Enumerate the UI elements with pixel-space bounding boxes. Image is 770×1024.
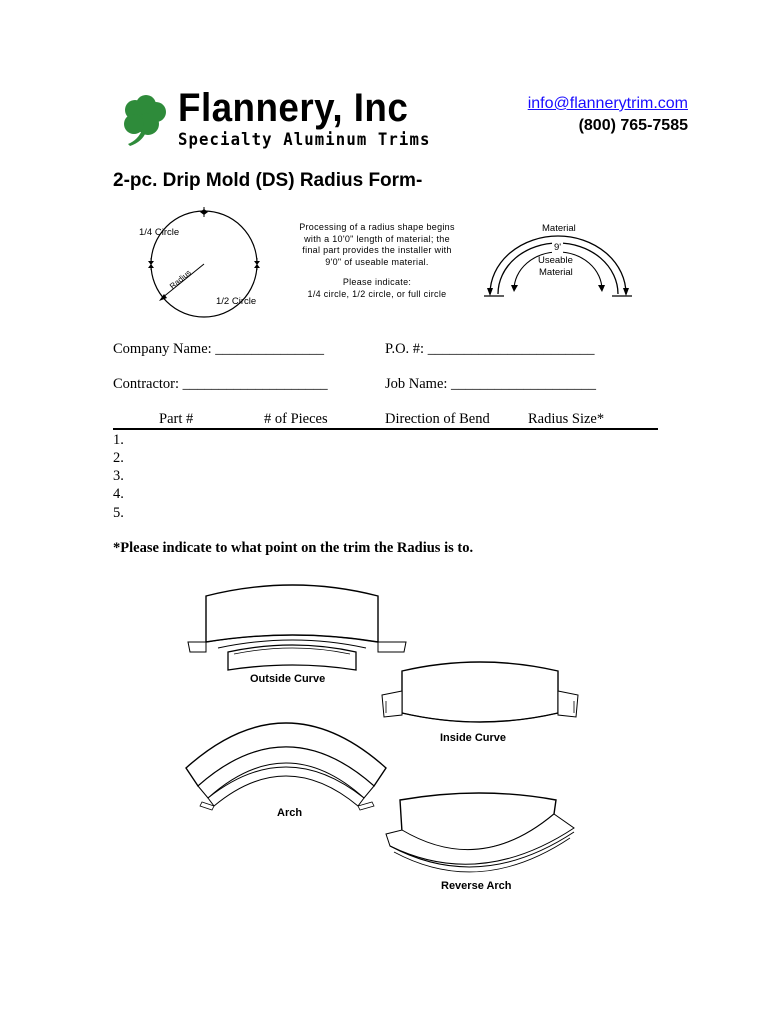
shamrock-icon [118,94,174,146]
po-number-field[interactable]: P.O. #: _______________________ [385,341,595,357]
radius-footnote: *Please indicate to what point on the trim the Radius is to. [113,540,474,556]
column-pieces: # of Pieces [264,411,328,427]
inside-curve-label: Inside Curve [440,732,507,744]
contractor-field[interactable]: Contractor: ____________________ [113,376,328,392]
processing-note: Processing of a radius shape begins with a 10'0" length of material; the final part provides the installer with 9'0" of useable material. Please indicate: 1/4 circle, 1/2 circle, or full circle [299,222,455,299]
useable-label-1: Useable [538,255,573,266]
column-part-number: Part # [159,411,194,427]
table-header-rule [113,428,658,430]
useable-length: 9' [554,242,562,253]
column-radius-size: Radius Size* [528,411,605,427]
column-direction: Direction of Bend [385,411,490,427]
quarter-circle-label: 1/4 Circle [139,227,180,238]
radius-label: Radius [168,268,193,291]
table-row[interactable]: 5. [113,505,124,521]
useable-label-2: Material [539,267,573,278]
job-name-field[interactable]: Job Name: ____________________ [385,376,597,392]
page-title: 2-pc. Drip Mold (DS) Radius Form- [113,170,423,191]
table-row[interactable]: 4. [113,486,124,502]
table-row[interactable]: 2. [113,450,124,466]
phone-number: (800) 765-7585 [578,117,688,134]
table-row[interactable]: 1. [113,432,124,448]
email-link[interactable]: info@flannerytrim.com [527,95,688,112]
reverse-arch-label: Reverse Arch [441,880,512,892]
inside-curve-figure [378,655,583,737]
company-name-field[interactable]: Company Name: _______________ [113,341,325,357]
brand-name: Flannery, Inc [178,86,409,130]
material-label: Material [542,223,576,234]
arch-figure [180,708,395,812]
outside-curve-label: Outside Curve [250,673,326,685]
brand-tagline: Specialty Aluminum Trims [178,130,431,150]
arch-label: Arch [277,807,303,819]
half-circle-label: 1/2 Circle [216,296,257,307]
table-row[interactable]: 3. [113,468,124,484]
reverse-arch-figure [380,790,580,882]
